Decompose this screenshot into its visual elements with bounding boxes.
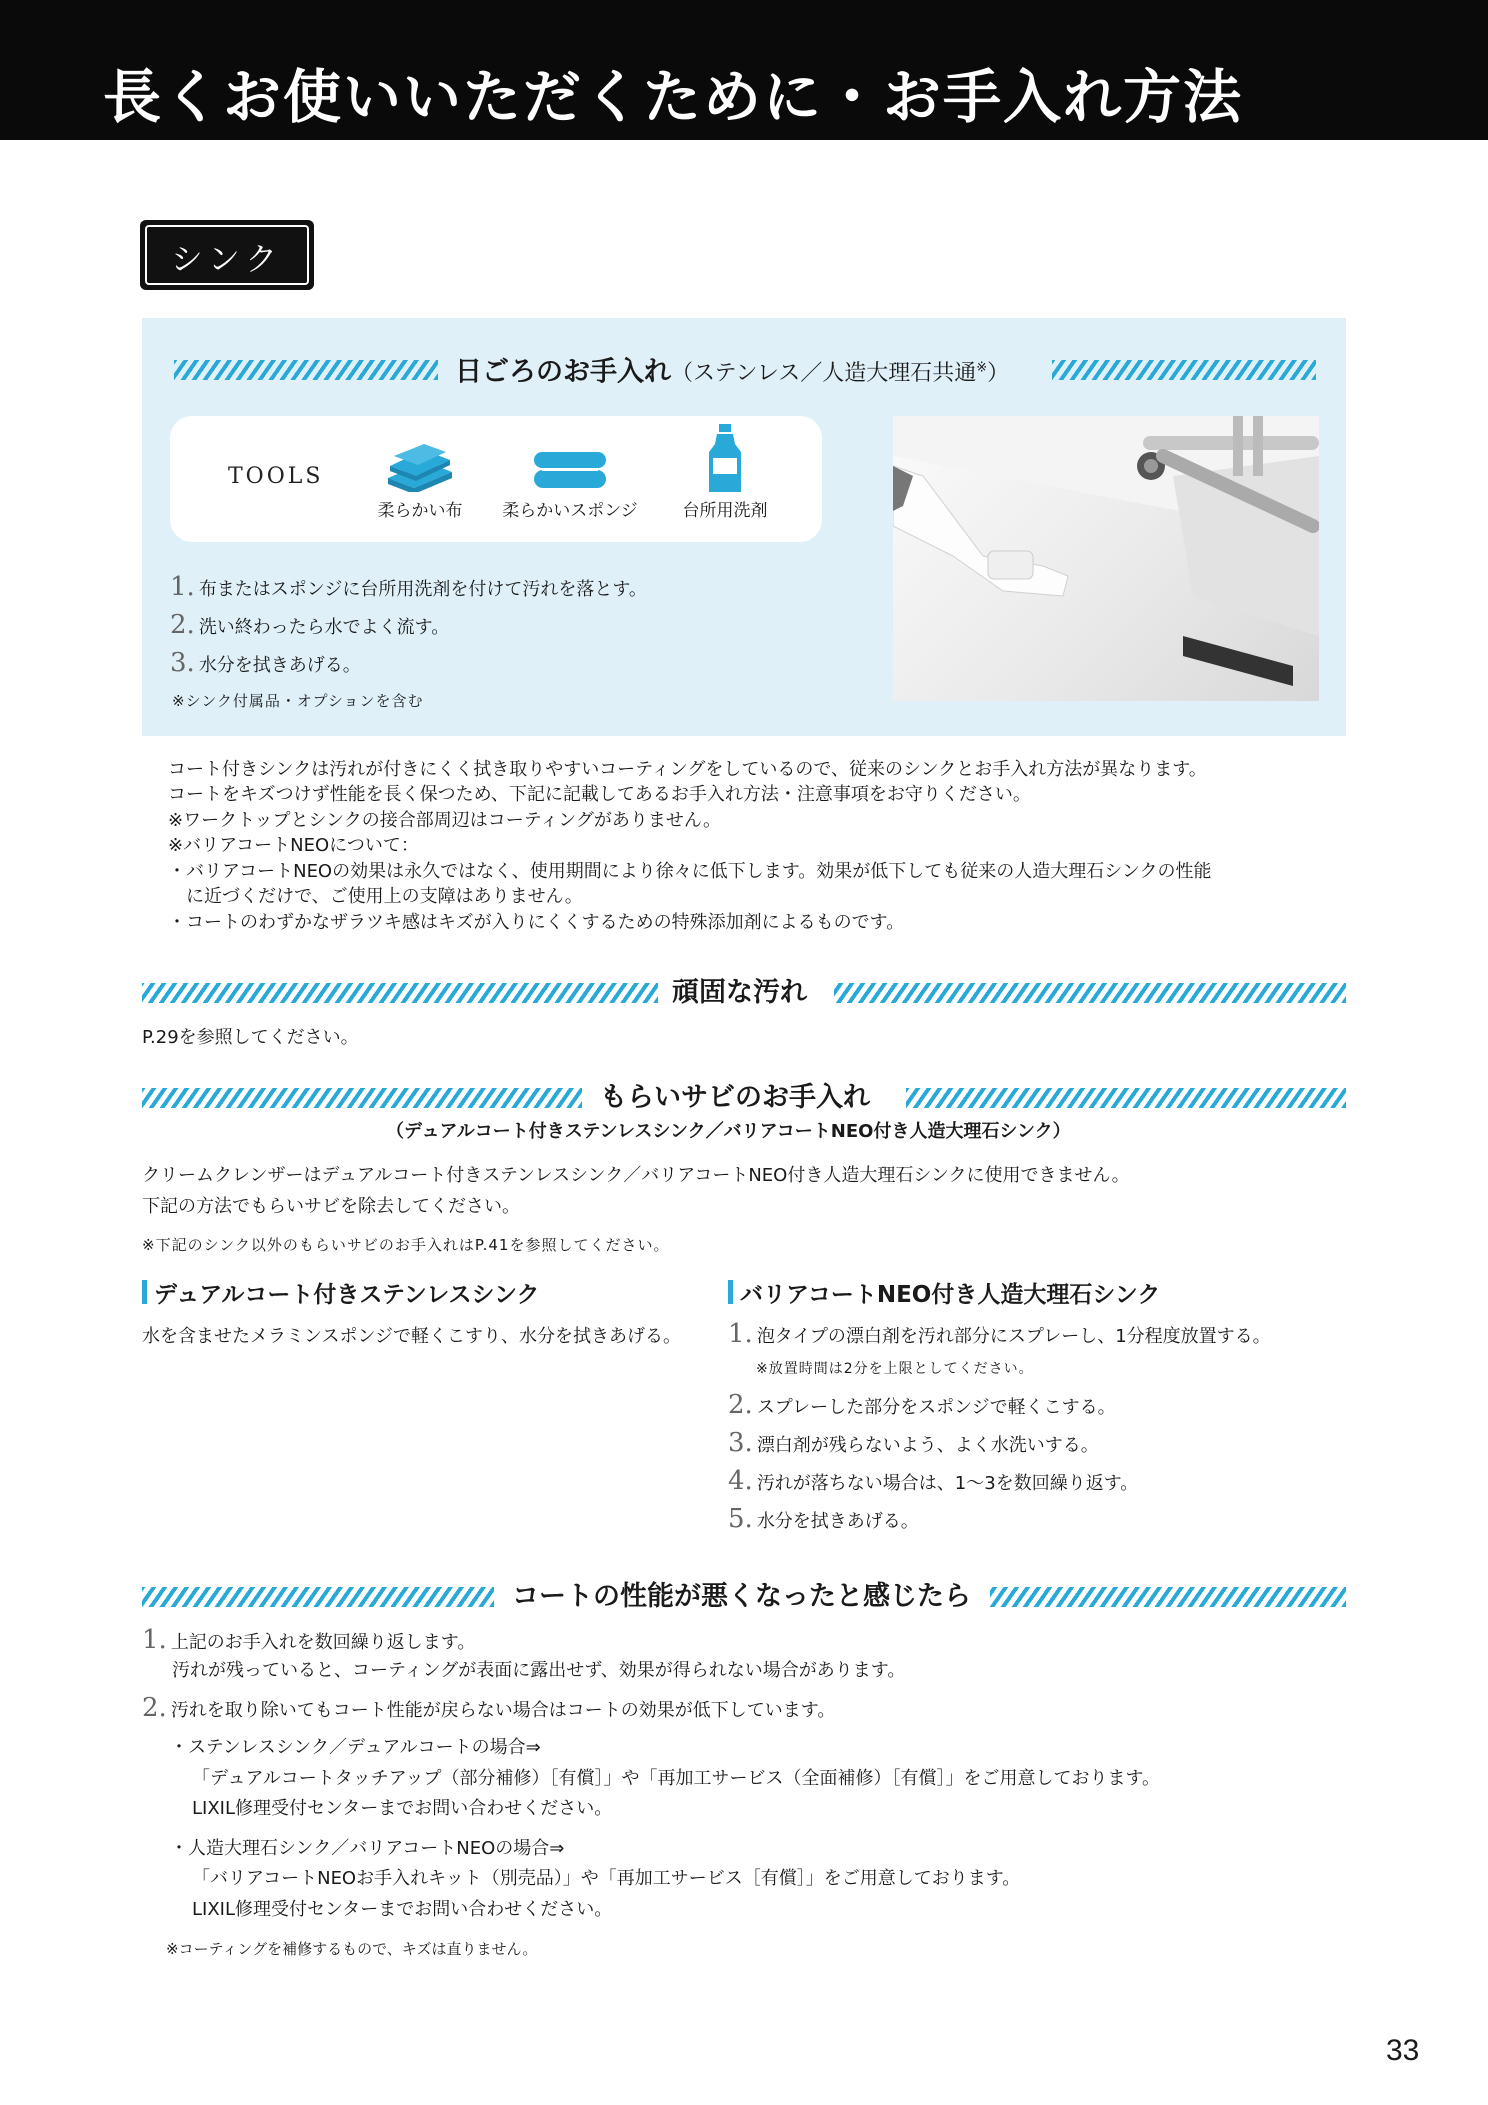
daily-step-2: 2. 洗い終わったら水でよく流す。 — [170, 610, 450, 640]
daily-footnote: ※シンク付属品・オプションを含む — [172, 692, 424, 710]
rust-divider-left — [142, 1088, 582, 1108]
performance-step-2: 2. 汚れを取り除いてもコート性能が戻らない場合はコートの効果が低下しています。 — [142, 1693, 836, 1723]
rust-note: ※下記のシンク以外のもらいサビのお手入れはP.41を参照してください。 — [142, 1236, 670, 1254]
performance-footnote: ※コーティングを補修するもので、キズは直りません。 — [166, 1940, 538, 1958]
marble-step-1: 1. 泡タイプの漂白剤を汚れ部分にスプレーし、1分程度放置する。 — [728, 1319, 1271, 1349]
detergent-bottle-icon — [707, 424, 743, 494]
sink-photo-illustration — [893, 416, 1319, 701]
cloth-icon — [384, 444, 456, 492]
performance-step-1: 1. 上記のお手入れを数回繰り返します。 — [142, 1625, 476, 1655]
marble-step-5: 5. 水分を拭きあげる。 — [728, 1504, 919, 1534]
marble-step-1-note: ※放置時間は2分を上限としてください。 — [756, 1361, 1034, 1377]
tool-sponge: 柔らかいスポンジ — [500, 444, 640, 521]
daily-care-title: 日ごろのお手入れ（ステンレス／人造大理石共通※） — [455, 356, 1010, 388]
marble-step-3: 3. 漂白剤が残らないよう、よく水洗いする。 — [728, 1428, 1099, 1458]
stainless-sink-text: 水を含ませたメラミンスポンジで軽くこすり、水分を拭きあげる。 — [142, 1326, 682, 1347]
stubborn-divider-right — [834, 983, 1346, 1003]
marble-sink-heading: バリアコートNEO付き人造大理石シンク — [728, 1276, 1160, 1309]
tool-detergent: 台所用洗剤 — [670, 424, 780, 521]
rust-line-2: 下記の方法でもらいサビを除去してください。 — [142, 1196, 520, 1217]
daily-step-1: 1. 布またはスポンジに台所用洗剤を付けて汚れを落とす。 — [170, 572, 647, 602]
category-tag — [140, 220, 314, 290]
stubborn-title: 頑固な汚れ — [672, 977, 807, 1008]
stainless-sink-heading: デュアルコート付きステンレスシンク — [142, 1276, 539, 1309]
performance-title: コートの性能が悪くなったと感じたら — [512, 1581, 971, 1612]
page-header — [0, 0, 1488, 140]
tools-panel — [170, 416, 822, 542]
rust-title: もらいサビのお手入れ — [600, 1082, 870, 1113]
marble-step-4: 4. 汚れが落ちない場合は、1～3を数回繰り返す。 — [728, 1466, 1139, 1496]
section-divider-right — [1052, 360, 1316, 380]
rust-line-1: クリームクレンザーはデュアルコート付きステンレスシンク／バリアコートNEO付き人造大理石シンクに使用できません。 — [142, 1165, 1130, 1186]
performance-step-1-detail: 汚れが残っていると、コーティングが表面に露出せず、効果が得られない場合があります。 — [172, 1660, 906, 1681]
sink-cleaning-photo — [893, 416, 1319, 701]
performance-divider-left — [142, 1587, 494, 1607]
stubborn-text: P.29を参照してください。 — [142, 1027, 359, 1048]
daily-step-3: 3. 水分を拭きあげる。 — [170, 648, 361, 678]
sponge-icon — [528, 444, 612, 492]
stubborn-divider-left — [142, 983, 658, 1003]
section-divider-left — [174, 360, 438, 380]
rust-subtitle: （デュアルコート付きステンレスシンク／バリアコートNEO付き人造大理石シンク） — [386, 1121, 1071, 1142]
category-tag-label: シンク — [170, 240, 284, 278]
performance-divider-right — [990, 1587, 1346, 1607]
page-number: 33 — [1386, 2034, 1420, 2067]
marble-step-2: 2. スプレーした部分をスポンジで軽くこする。 — [728, 1390, 1116, 1420]
page-title: 長くお使いいただくために・お手入れ方法 — [103, 63, 1244, 131]
tool-cloth: 柔らかい布 — [375, 444, 465, 521]
rust-divider-right — [906, 1088, 1346, 1108]
tools-label: TOOLS — [228, 464, 324, 489]
